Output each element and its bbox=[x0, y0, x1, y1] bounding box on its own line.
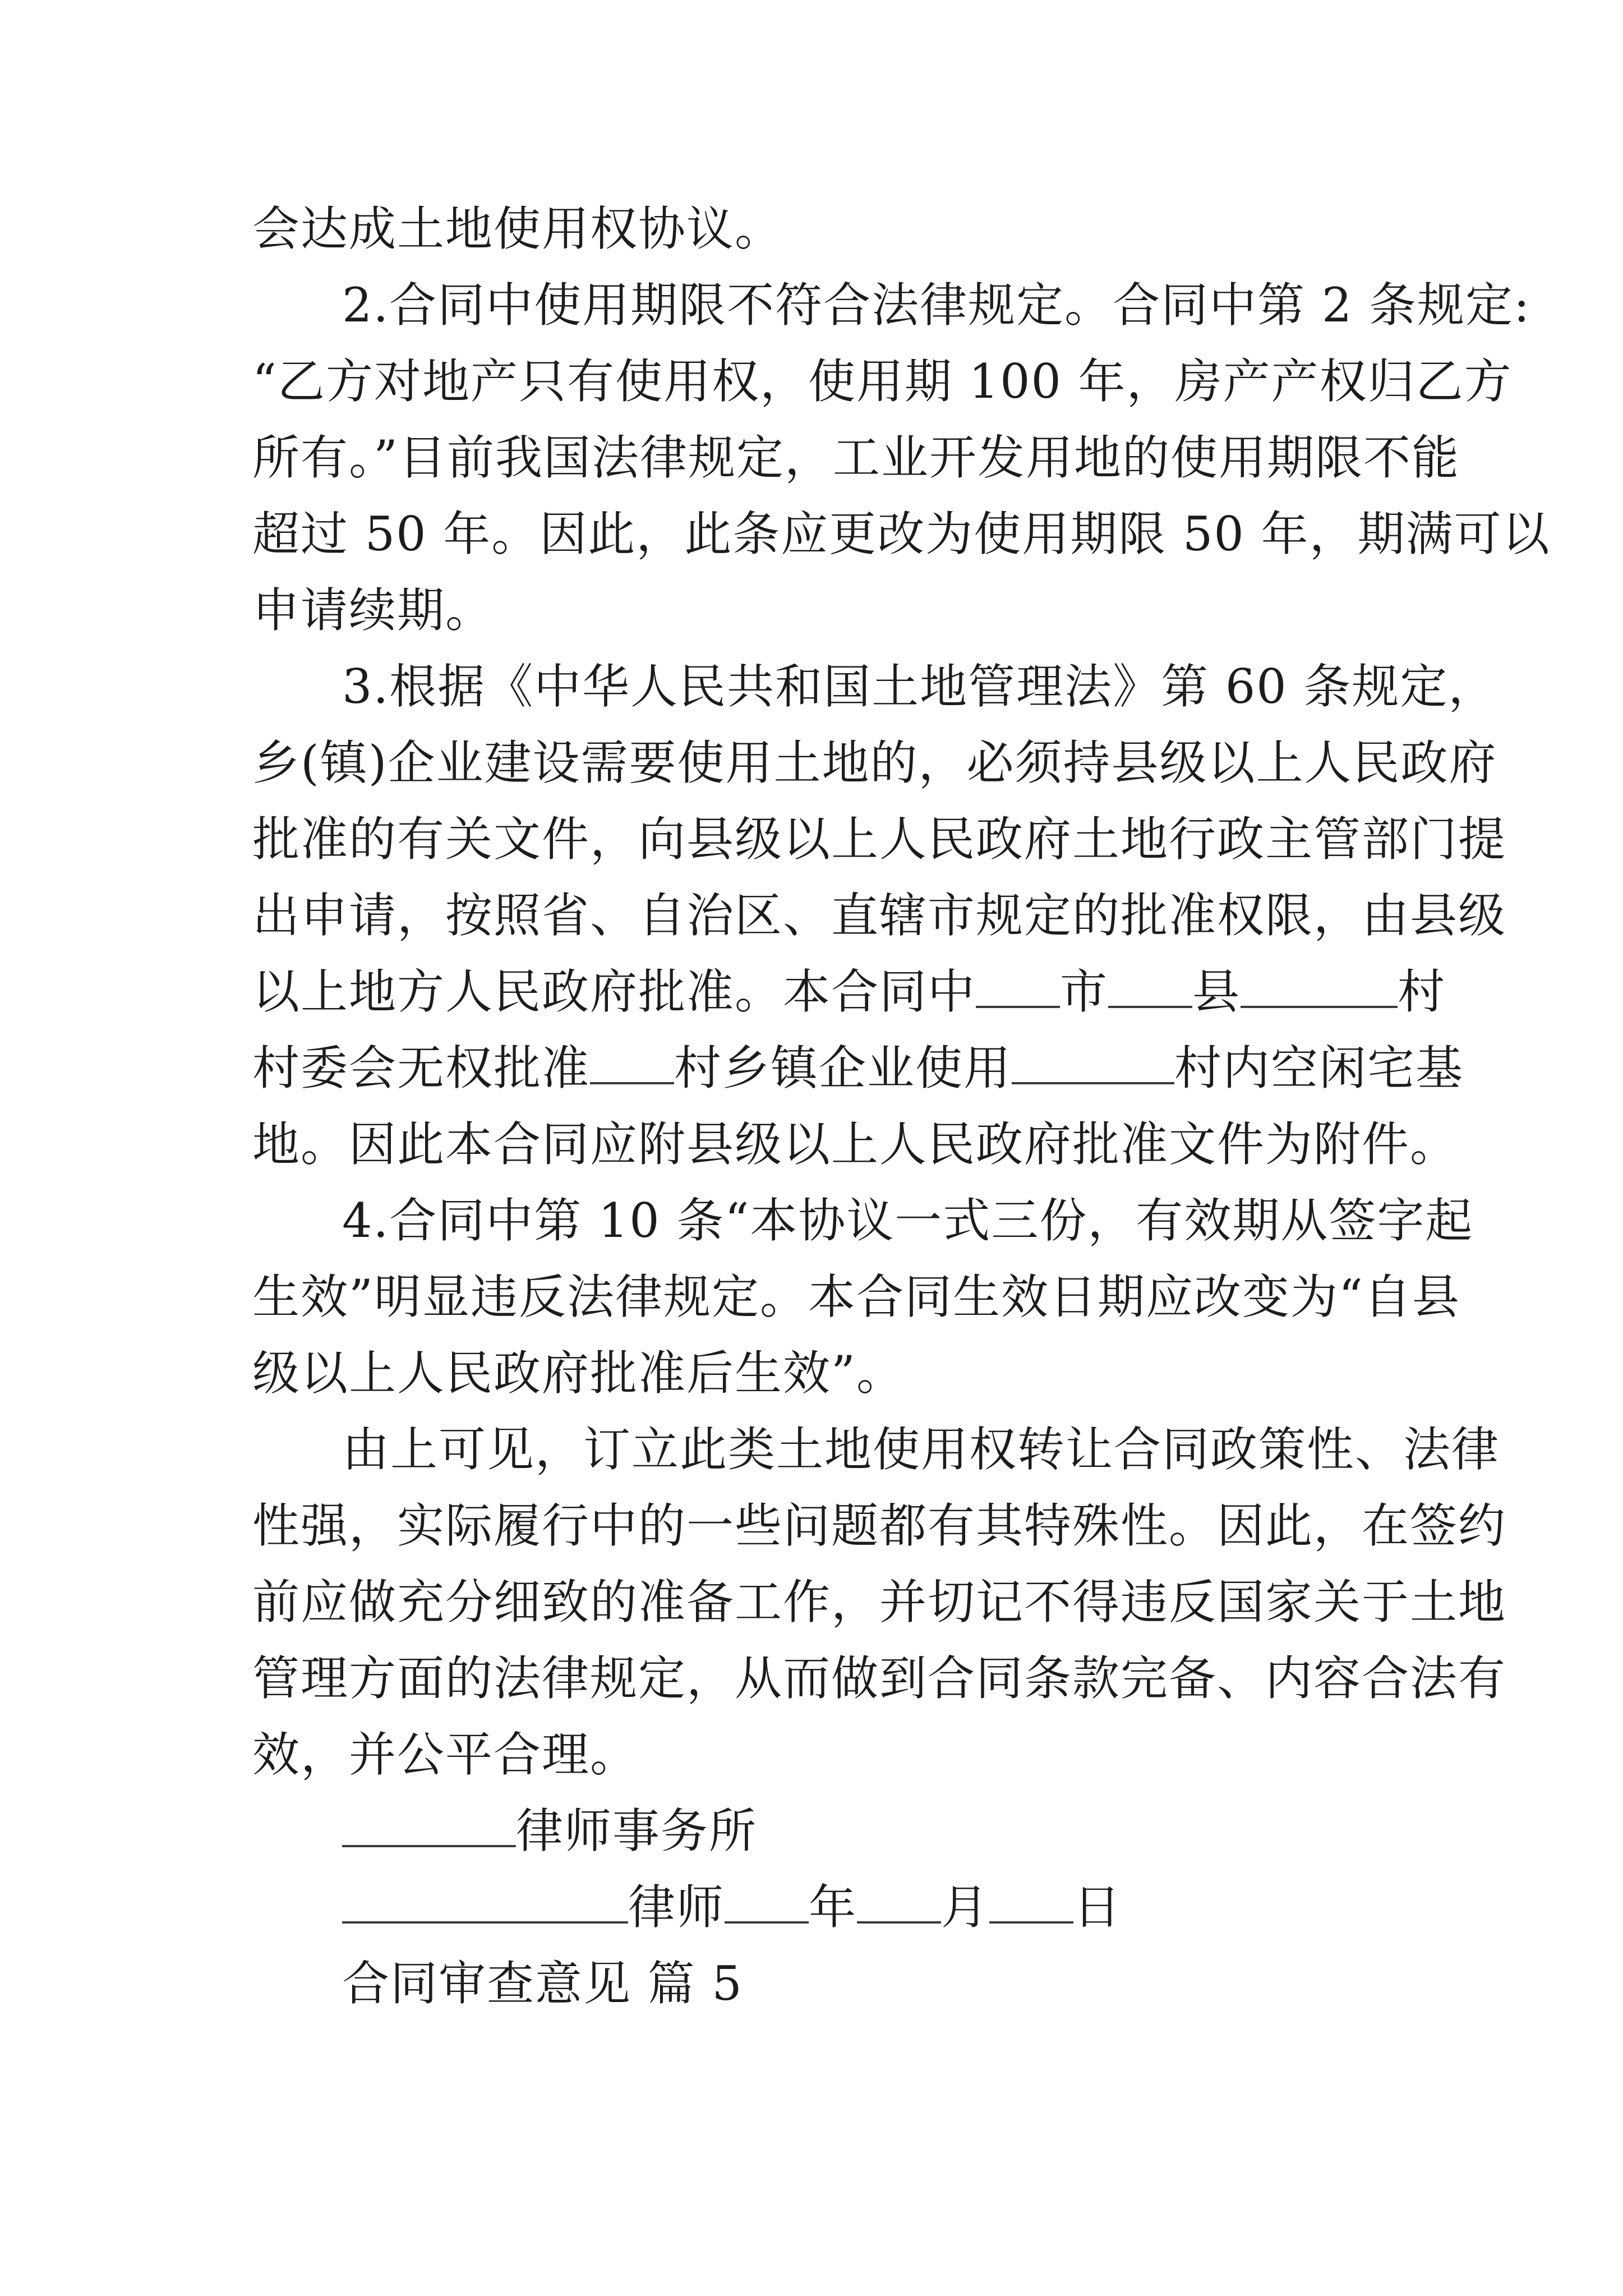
paragraph-line: 效，并公平合理。 bbox=[252, 1727, 639, 1782]
paragraph-line: “乙方对地产只有使用权，使用期 100 年，房产产权归乙方 bbox=[252, 354, 1513, 409]
paragraph-line: 性强，实际履行中的一些问题都有其特殊性。因此，在签约 bbox=[252, 1498, 1507, 1553]
paragraph-line: 由上可见，订立此类土地使用权转让合同政策性、法律 bbox=[342, 1422, 1500, 1477]
section-heading: 合同审查意见 篇 5 bbox=[342, 1956, 743, 2011]
paragraph-line: 超过 50 年。因此，此条应更改为使用期限 50 年，期满可以 bbox=[252, 507, 1551, 562]
fill-blank bbox=[857, 1882, 941, 1924]
day-label: 日 bbox=[1073, 1880, 1122, 1935]
paragraph-line: 会达成土地使用权协议。 bbox=[252, 201, 783, 256]
paragraph-line: 2.合同中使用期限不符合法律规定。合同中第 2 条规定: bbox=[342, 278, 1531, 333]
paragraph-line: 4.合同中第 10 条“本协议一式三份，有效期从签字起 bbox=[342, 1193, 1474, 1248]
text-segment: 市 bbox=[1060, 964, 1109, 1019]
paragraph-line-with-blanks bbox=[252, 1030, 1464, 1106]
fill-blank bbox=[1241, 967, 1398, 1008]
fill-blank bbox=[1108, 967, 1192, 1008]
fill-blank bbox=[342, 1882, 628, 1924]
paragraph-line-with-blanks bbox=[252, 954, 1446, 1030]
text-segment: 村内空闲宅基 bbox=[1174, 1041, 1464, 1096]
firm-label: 律师事务所 bbox=[516, 1803, 758, 1858]
paragraph-line: 乡(镇)企业建设需要使用土地的，必须持县级以上人民政府 bbox=[252, 735, 1497, 790]
fill-blank bbox=[342, 1806, 516, 1847]
paragraph-line: 申请续期。 bbox=[252, 583, 494, 638]
text-segment: 村 bbox=[1398, 964, 1446, 1019]
paragraph-line: 3.根据《中华人民共和国土地管理法》第 60 条规定， bbox=[342, 659, 1497, 714]
signature-firm-line bbox=[252, 1793, 1385, 1869]
text-segment: 县 bbox=[1192, 964, 1241, 1019]
paragraph-line: 地。因此本合同应附县级以上人民政府批准文件为附件。 bbox=[252, 1117, 1459, 1172]
year-label: 年 bbox=[809, 1880, 857, 1935]
fill-blank bbox=[1012, 1043, 1174, 1084]
paragraph-line: 级以上人民政府批准后生效”。 bbox=[252, 1346, 905, 1401]
paragraph-line: 出申请，按照省、自治区、直辖市规定的批准权限，由县级 bbox=[252, 888, 1507, 943]
fill-blank bbox=[590, 1043, 674, 1084]
fill-blank bbox=[989, 1882, 1073, 1924]
paragraph-line: 管理方面的法律规定，从而做到合同条款完备、内容合法有 bbox=[252, 1651, 1507, 1706]
paragraph-line: 所有。”目前我国法律规定，工业开发用地的使用期限不能 bbox=[252, 430, 1460, 485]
text-segment: 村委会无权批准 bbox=[252, 1041, 591, 1096]
fill-blank bbox=[976, 967, 1060, 1008]
month-label: 月 bbox=[941, 1880, 990, 1935]
paragraph-line: 前应做充分细致的准备工作，并切记不得违反国家关于土地 bbox=[252, 1575, 1507, 1630]
text-segment: 以上地方人民政府批准。本合同中 bbox=[252, 964, 976, 1019]
fill-blank bbox=[725, 1882, 809, 1924]
document-page bbox=[252, 191, 1551, 2022]
paragraph-line: 批准的有关文件，向县级以上人民政府土地行政主管部门提 bbox=[252, 812, 1507, 867]
text-segment: 村乡镇企业使用 bbox=[674, 1041, 1012, 1096]
paragraph-line: 生效”明显违反法律规定。本合同生效日期应改变为“自县 bbox=[252, 1269, 1460, 1324]
lawyer-label: 律师 bbox=[628, 1880, 725, 1935]
signature-lawyer-date-line bbox=[252, 1869, 1385, 1945]
